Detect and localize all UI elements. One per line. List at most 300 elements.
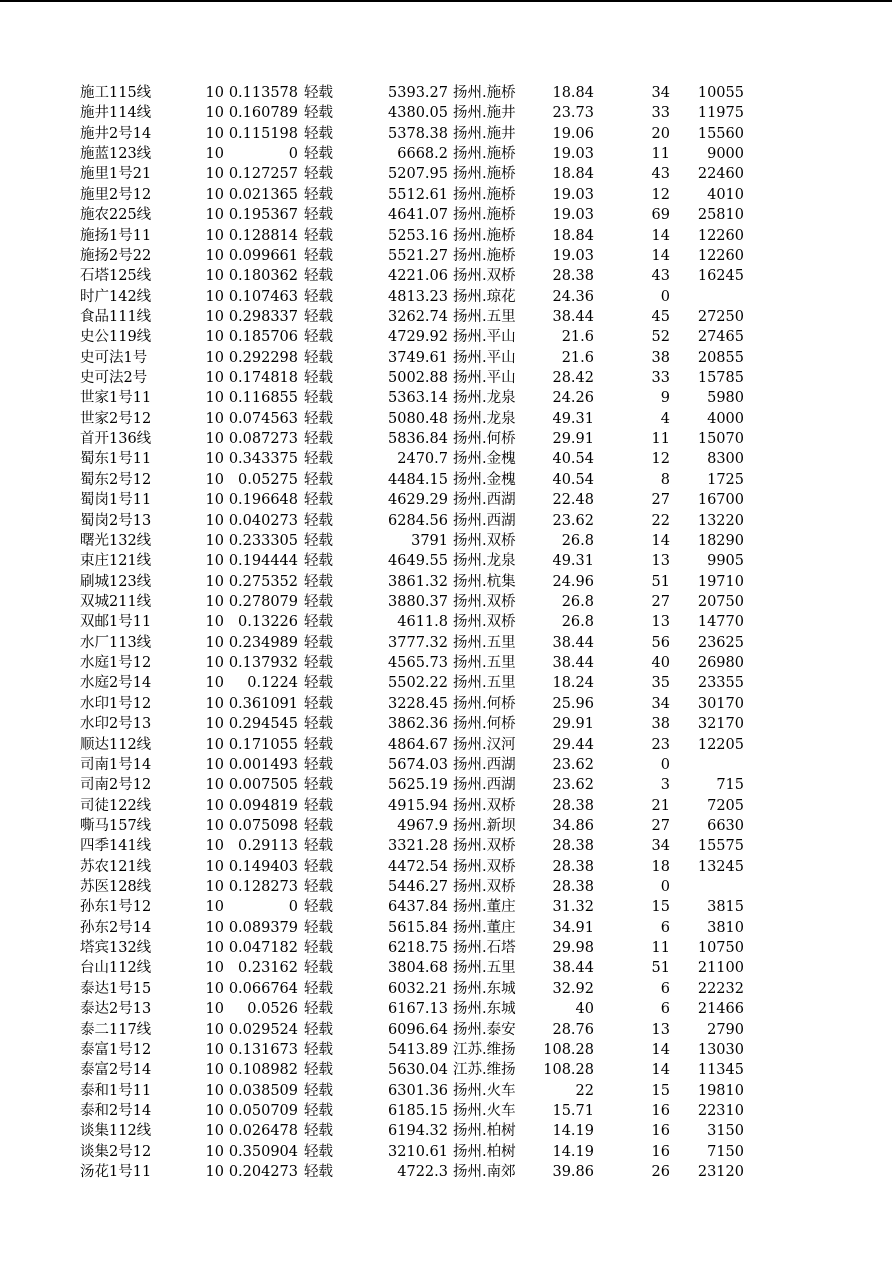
table-row <box>0 1121 892 1141</box>
value-cell: 5674.03 <box>388 756 448 773</box>
line-name-cell: 泰富1号12 <box>80 1041 151 1058</box>
line-name-cell: 司南1号14 <box>80 756 151 773</box>
count-cell: 43 <box>651 268 670 285</box>
substation-cell: 扬州.东城 <box>453 1001 516 1018</box>
load-status-cell: 轻载 <box>304 532 333 549</box>
capacity-cell: 21100 <box>697 960 744 977</box>
line-name-cell: 水印1号12 <box>80 695 151 712</box>
line-name-cell: 顺达112线 <box>80 736 151 753</box>
table-row <box>0 999 892 1019</box>
load-rate-cell: 0.233305 <box>228 532 298 549</box>
count-cell: 23 <box>651 736 670 753</box>
load-status-cell: 轻载 <box>304 329 333 346</box>
table-row <box>0 511 892 531</box>
length-cell: 38.44 <box>552 655 594 672</box>
line-name-cell: 蜀东1号11 <box>80 451 151 468</box>
substation-cell: 扬州.平山 <box>453 370 516 387</box>
load-rate-cell: 0 <box>288 146 298 163</box>
value-cell: 5363.14 <box>388 390 448 407</box>
value-cell: 3862.36 <box>388 716 448 733</box>
value-cell: 4629.29 <box>388 492 448 509</box>
capacity-cell: 19810 <box>697 1082 744 1099</box>
capacity-cell: 3150 <box>707 1123 744 1140</box>
line-name-cell: 石塔125线 <box>80 268 151 285</box>
count-cell: 27 <box>651 593 670 610</box>
load-rate-cell: 0.29113 <box>238 838 298 855</box>
line-name-cell: 塔宾132线 <box>80 940 151 957</box>
count-cell: 26 <box>651 1164 670 1181</box>
count-cell: 33 <box>651 105 670 122</box>
value-cell: 3228.45 <box>388 695 448 712</box>
load-rate-cell: 0.066764 <box>228 980 298 997</box>
length-cell: 26.8 <box>561 593 594 610</box>
voltage-cell: 10 <box>205 858 224 875</box>
voltage-cell: 10 <box>205 532 224 549</box>
load-rate-cell: 0.050709 <box>228 1102 298 1119</box>
voltage-cell: 10 <box>205 146 224 163</box>
load-rate-cell: 0.108982 <box>228 1062 298 1079</box>
load-status-cell: 轻载 <box>304 634 333 651</box>
substation-cell: 扬州.何桥 <box>453 695 516 712</box>
table-row <box>0 735 892 755</box>
capacity-cell: 23625 <box>697 634 744 651</box>
substation-cell: 扬州.五里 <box>453 960 516 977</box>
load-status-cell: 轻载 <box>304 247 333 264</box>
substation-cell: 扬州.龙泉 <box>453 390 516 407</box>
load-status-cell: 轻载 <box>304 1102 333 1119</box>
load-status-cell: 轻载 <box>304 85 333 101</box>
line-name-cell: 四季141线 <box>80 838 151 855</box>
value-cell: 6032.21 <box>388 980 448 997</box>
load-status-cell: 轻载 <box>304 512 333 529</box>
load-status-cell: 轻载 <box>304 268 333 285</box>
length-cell: 24.96 <box>552 573 594 590</box>
table-row <box>0 551 892 571</box>
table-row <box>0 796 892 816</box>
line-name-cell: 施农225线 <box>80 207 151 224</box>
substation-cell: 扬州.金槐 <box>453 451 516 468</box>
capacity-cell: 13030 <box>697 1041 744 1058</box>
load-status-cell: 轻载 <box>304 899 333 916</box>
substation-cell: 扬州.平山 <box>453 349 516 366</box>
load-status-cell: 轻载 <box>304 492 333 509</box>
line-name-cell: 泰达2号13 <box>80 1001 151 1018</box>
line-name-cell: 水印2号13 <box>80 716 151 733</box>
value-cell: 5512.61 <box>388 186 448 203</box>
load-rate-cell: 0.026478 <box>228 1123 298 1140</box>
table-row <box>0 124 892 144</box>
substation-cell: 扬州.杭集 <box>453 573 516 590</box>
voltage-cell: 10 <box>205 1041 224 1058</box>
length-cell: 22.48 <box>552 492 594 509</box>
table-row <box>0 1040 892 1060</box>
value-cell: 6185.15 <box>388 1102 448 1119</box>
voltage-cell: 10 <box>205 614 224 631</box>
count-cell: 43 <box>651 166 670 183</box>
line-name-cell: 司徒122线 <box>80 797 151 814</box>
substation-cell: 扬州.施桥 <box>453 166 516 183</box>
capacity-cell: 22310 <box>697 1102 744 1119</box>
load-status-cell: 轻载 <box>304 960 333 977</box>
capacity-cell: 19710 <box>697 573 744 590</box>
load-rate-cell: 0.343375 <box>228 451 298 468</box>
capacity-cell: 11345 <box>697 1062 744 1079</box>
voltage-cell: 10 <box>205 980 224 997</box>
length-cell: 28.76 <box>552 1021 594 1038</box>
capacity-cell: 22460 <box>697 166 744 183</box>
value-cell: 3262.74 <box>388 308 448 325</box>
table-row <box>0 287 892 307</box>
table-row <box>0 612 892 632</box>
table-row <box>0 429 892 449</box>
length-cell: 19.03 <box>552 207 594 224</box>
line-name-cell: 刷城123线 <box>80 573 151 590</box>
substation-cell: 扬州.董庄 <box>453 919 516 936</box>
value-cell: 5836.84 <box>388 431 448 448</box>
count-cell: 52 <box>651 329 670 346</box>
value-cell: 6194.32 <box>388 1123 448 1140</box>
capacity-cell: 18290 <box>697 532 744 549</box>
count-cell: 18 <box>651 858 670 875</box>
count-cell: 13 <box>651 1021 670 1038</box>
table-row <box>0 83 892 103</box>
table-row <box>0 185 892 205</box>
voltage-cell: 10 <box>205 919 224 936</box>
line-name-cell: 水庭1号12 <box>80 655 151 672</box>
line-name-cell: 水厂113线 <box>80 634 151 651</box>
capacity-cell: 21466 <box>697 1001 744 1018</box>
load-status-cell: 轻载 <box>304 370 333 387</box>
table-row <box>0 1020 892 1040</box>
value-cell: 5615.84 <box>388 919 448 936</box>
substation-cell: 扬州.新坝 <box>453 817 516 834</box>
load-rate-cell: 0.292298 <box>228 349 298 366</box>
value-cell: 4484.15 <box>388 471 448 488</box>
top-border-line <box>0 0 892 2</box>
table-row <box>0 1142 892 1162</box>
load-status-cell: 轻载 <box>304 410 333 427</box>
table-row <box>0 694 892 714</box>
load-status-cell: 轻载 <box>304 553 333 570</box>
line-name-cell: 施工115线 <box>80 85 151 101</box>
capacity-cell: 32170 <box>697 716 744 733</box>
table-row <box>0 327 892 347</box>
count-cell: 12 <box>651 186 670 203</box>
length-cell: 38.44 <box>552 634 594 651</box>
load-rate-cell: 0.294545 <box>228 716 298 733</box>
table-row <box>0 388 892 408</box>
substation-cell: 扬州.火车 <box>453 1102 516 1119</box>
load-rate-cell: 0.128814 <box>228 227 298 244</box>
substation-cell: 扬州.双桥 <box>453 614 516 631</box>
value-cell: 5207.95 <box>388 166 448 183</box>
load-status-cell: 轻载 <box>304 1062 333 1079</box>
table-row <box>0 877 892 897</box>
length-cell: 32.92 <box>552 980 594 997</box>
voltage-cell: 10 <box>205 268 224 285</box>
value-cell: 6668.2 <box>397 146 448 163</box>
table-row <box>0 348 892 368</box>
table-row <box>0 144 892 164</box>
length-cell: 23.62 <box>552 756 594 773</box>
load-rate-cell: 0.275352 <box>228 573 298 590</box>
value-cell: 6437.84 <box>388 899 448 916</box>
capacity-cell: 15575 <box>697 838 744 855</box>
value-cell: 4611.8 <box>397 614 448 631</box>
count-cell: 34 <box>651 838 670 855</box>
substation-cell: 扬州.双桥 <box>453 268 516 285</box>
value-cell: 3880.37 <box>388 593 448 610</box>
voltage-cell: 10 <box>205 817 224 834</box>
load-status-cell: 轻载 <box>304 288 333 305</box>
substation-cell: 扬州.施桥 <box>453 85 516 101</box>
count-cell: 11 <box>651 940 670 957</box>
voltage-cell: 10 <box>205 573 224 590</box>
value-cell: 5378.38 <box>388 125 448 142</box>
load-status-cell: 轻载 <box>304 736 333 753</box>
length-cell: 108.28 <box>543 1062 594 1079</box>
load-rate-cell: 0.195367 <box>228 207 298 224</box>
capacity-cell: 7150 <box>707 1143 744 1160</box>
load-rate-cell: 0.171055 <box>228 736 298 753</box>
load-rate-cell: 0.194444 <box>228 553 298 570</box>
load-rate-cell: 0.075098 <box>228 817 298 834</box>
substation-cell: 扬州.五里 <box>453 634 516 651</box>
length-cell: 34.86 <box>552 817 594 834</box>
load-rate-cell: 0.180362 <box>228 268 298 285</box>
line-name-cell: 泰达1号15 <box>80 980 151 997</box>
load-status-cell: 轻载 <box>304 431 333 448</box>
line-name-cell: 曙光132线 <box>80 532 151 549</box>
load-status-cell: 轻载 <box>304 1041 333 1058</box>
capacity-cell: 7205 <box>707 797 744 814</box>
capacity-cell: 26980 <box>697 655 744 672</box>
voltage-cell: 10 <box>205 879 224 896</box>
table-row <box>0 266 892 286</box>
substation-cell: 扬州.琼花 <box>453 288 516 305</box>
table-row <box>0 409 892 429</box>
capacity-cell: 4010 <box>707 186 744 203</box>
count-cell: 6 <box>660 1001 670 1018</box>
value-cell: 2470.7 <box>397 451 448 468</box>
count-cell: 6 <box>660 980 670 997</box>
count-cell: 35 <box>651 675 670 692</box>
value-cell: 4729.92 <box>388 329 448 346</box>
capacity-cell: 15560 <box>697 125 744 142</box>
value-cell: 5446.27 <box>388 879 448 896</box>
table-row <box>0 246 892 266</box>
capacity-cell: 1725 <box>707 471 744 488</box>
substation-cell: 扬州.泰安 <box>453 1021 516 1038</box>
length-cell: 28.38 <box>552 797 594 814</box>
length-cell: 28.38 <box>552 879 594 896</box>
table-row <box>0 775 892 795</box>
voltage-cell: 10 <box>205 390 224 407</box>
load-status-cell: 轻载 <box>304 838 333 855</box>
count-cell: 15 <box>651 899 670 916</box>
value-cell: 4641.07 <box>388 207 448 224</box>
load-rate-cell: 0.094819 <box>228 797 298 814</box>
length-cell: 38.44 <box>552 308 594 325</box>
voltage-cell: 10 <box>205 675 224 692</box>
load-status-cell: 轻载 <box>304 390 333 407</box>
voltage-cell: 10 <box>205 960 224 977</box>
length-cell: 38.44 <box>552 960 594 977</box>
count-cell: 51 <box>651 573 670 590</box>
load-rate-cell: 0.021365 <box>228 186 298 203</box>
length-cell: 40.54 <box>552 451 594 468</box>
load-rate-cell: 0.115198 <box>228 125 298 142</box>
table-row <box>0 490 892 510</box>
count-cell: 14 <box>651 227 670 244</box>
load-rate-cell: 0.137932 <box>228 655 298 672</box>
count-cell: 21 <box>651 797 670 814</box>
capacity-cell: 10750 <box>697 940 744 957</box>
capacity-cell: 16700 <box>697 492 744 509</box>
value-cell: 5002.88 <box>388 370 448 387</box>
voltage-cell: 10 <box>205 370 224 387</box>
load-rate-cell: 0.23162 <box>238 960 298 977</box>
load-rate-cell: 0.149403 <box>228 858 298 875</box>
load-status-cell: 轻载 <box>304 1164 333 1181</box>
value-cell: 6218.75 <box>388 940 448 957</box>
count-cell: 15 <box>651 1082 670 1099</box>
length-cell: 21.6 <box>561 349 594 366</box>
substation-cell: 扬州.西湖 <box>453 756 516 773</box>
capacity-cell: 11975 <box>697 105 744 122</box>
substation-cell: 扬州.西湖 <box>453 512 516 529</box>
load-status-cell: 轻载 <box>304 308 333 325</box>
table-row <box>0 226 892 246</box>
table-row <box>0 470 892 490</box>
substation-cell: 扬州.施桥 <box>453 247 516 264</box>
load-rate-cell: 0.196648 <box>228 492 298 509</box>
line-name-cell: 苏农121线 <box>80 858 151 875</box>
spreadsheet-table <box>0 83 892 1182</box>
count-cell: 14 <box>651 1062 670 1079</box>
load-status-cell: 轻载 <box>304 695 333 712</box>
voltage-cell: 10 <box>205 777 224 794</box>
line-name-cell: 双邮1号11 <box>80 614 151 631</box>
load-status-cell: 轻载 <box>304 1082 333 1099</box>
substation-cell: 江苏.维扬 <box>453 1062 516 1079</box>
voltage-cell: 10 <box>205 207 224 224</box>
table-row <box>0 449 892 469</box>
line-name-cell: 食品111线 <box>80 308 151 325</box>
value-cell: 3321.28 <box>388 838 448 855</box>
line-name-cell: 谈集2号12 <box>80 1143 151 1160</box>
load-rate-cell: 0.234989 <box>228 634 298 651</box>
count-cell: 0 <box>660 756 670 773</box>
substation-cell: 扬州.双桥 <box>453 532 516 549</box>
load-rate-cell: 0.074563 <box>228 410 298 427</box>
line-name-cell: 蜀岗1号11 <box>80 492 151 509</box>
load-status-cell: 轻载 <box>304 186 333 203</box>
capacity-cell: 3810 <box>707 919 744 936</box>
load-rate-cell: 0.047182 <box>228 940 298 957</box>
voltage-cell: 10 <box>205 634 224 651</box>
load-rate-cell: 0.278079 <box>228 593 298 610</box>
voltage-cell: 10 <box>205 471 224 488</box>
load-rate-cell: 0.131673 <box>228 1041 298 1058</box>
table-row <box>0 103 892 123</box>
count-cell: 14 <box>651 247 670 264</box>
voltage-cell: 10 <box>205 695 224 712</box>
load-status-cell: 轻载 <box>304 756 333 773</box>
line-name-cell: 泰和1号11 <box>80 1082 151 1099</box>
table-row <box>0 205 892 225</box>
substation-cell: 扬州.施桥 <box>453 227 516 244</box>
substation-cell: 扬州.施桥 <box>453 207 516 224</box>
voltage-cell: 10 <box>205 227 224 244</box>
voltage-cell: 10 <box>205 288 224 305</box>
count-cell: 27 <box>651 492 670 509</box>
substation-cell: 扬州.南郊 <box>453 1164 516 1181</box>
capacity-cell: 12205 <box>697 736 744 753</box>
value-cell: 4649.55 <box>388 553 448 570</box>
capacity-cell: 16245 <box>697 268 744 285</box>
substation-cell: 扬州.金槐 <box>453 471 516 488</box>
capacity-cell: 8300 <box>707 451 744 468</box>
line-name-cell: 泰二117线 <box>80 1021 151 1038</box>
capacity-cell: 4000 <box>707 410 744 427</box>
substation-cell: 江苏.维扬 <box>453 1041 516 1058</box>
length-cell: 21.6 <box>561 329 594 346</box>
load-rate-cell: 0.298337 <box>228 308 298 325</box>
line-name-cell: 司南2号12 <box>80 777 151 794</box>
table-row <box>0 816 892 836</box>
table-row <box>0 673 892 693</box>
load-rate-cell: 0.038509 <box>228 1082 298 1099</box>
count-cell: 38 <box>651 716 670 733</box>
load-rate-cell: 0.001493 <box>228 756 298 773</box>
line-name-cell: 史公119线 <box>80 329 151 346</box>
substation-cell: 扬州.五里 <box>453 675 516 692</box>
table-row <box>0 857 892 877</box>
line-name-cell: 施井2号14 <box>80 125 151 142</box>
length-cell: 18.84 <box>552 227 594 244</box>
count-cell: 34 <box>651 695 670 712</box>
value-cell: 5253.16 <box>388 227 448 244</box>
capacity-cell: 20750 <box>697 593 744 610</box>
count-cell: 11 <box>651 431 670 448</box>
value-cell: 4864.67 <box>388 736 448 753</box>
count-cell: 16 <box>651 1123 670 1140</box>
substation-cell: 扬州.何桥 <box>453 431 516 448</box>
load-status-cell: 轻载 <box>304 105 333 122</box>
substation-cell: 扬州.西湖 <box>453 777 516 794</box>
table-row <box>0 1081 892 1101</box>
line-name-cell: 汤花1号11 <box>80 1164 151 1181</box>
count-cell: 8 <box>660 471 670 488</box>
length-cell: 29.91 <box>552 431 594 448</box>
load-rate-cell: 0.174818 <box>228 370 298 387</box>
length-cell: 49.31 <box>552 410 594 427</box>
table-row <box>0 653 892 673</box>
load-rate-cell: 0.13226 <box>238 614 298 631</box>
length-cell: 14.19 <box>552 1143 594 1160</box>
table-row <box>0 1060 892 1080</box>
count-cell: 16 <box>651 1143 670 1160</box>
table-row <box>0 368 892 388</box>
line-name-cell: 双城211线 <box>80 593 151 610</box>
length-cell: 18.84 <box>552 85 594 101</box>
load-status-cell: 轻载 <box>304 675 333 692</box>
load-rate-cell: 0.029524 <box>228 1021 298 1038</box>
capacity-cell: 2790 <box>707 1021 744 1038</box>
count-cell: 9 <box>660 390 670 407</box>
voltage-cell: 10 <box>205 105 224 122</box>
